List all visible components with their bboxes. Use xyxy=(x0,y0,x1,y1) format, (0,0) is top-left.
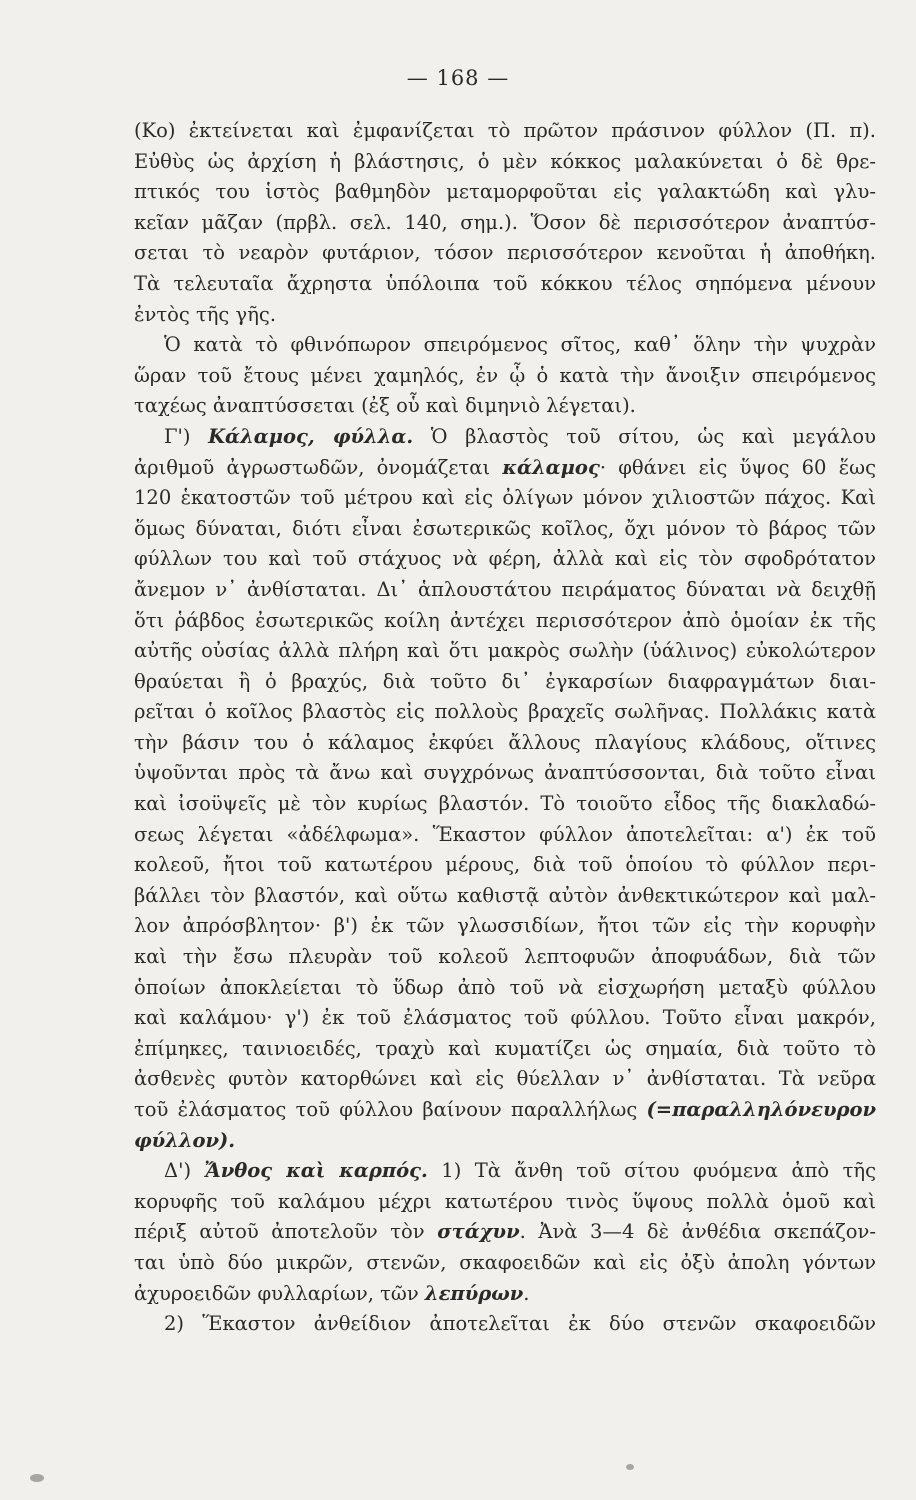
text-line: θραύεται ἢ ὁ βραχύς, διὰ τοῦτο δι᾽ ἐγκαρσίων διαφραγμάτων διαι- xyxy=(134,669,876,693)
text-line: κεῖαν μᾶζαν (πρβλ. σελ. 140, σημ.). Ὅσον δὲ περισσότερον ἀναπτύσ- xyxy=(134,210,876,234)
body-text xyxy=(134,116,876,1340)
text-line: 2) Ἕκαστον ἀνθείδιον ἀποτελεῖται ἐκ δύο στενῶν σκαφοειδῶν xyxy=(164,1312,876,1336)
text-line: ὅμως δύναται, διότι εἶναι ἐσωτερικῶς κοῖλος, ὄχι μόνον τὸ βάρος τῶν xyxy=(134,516,876,540)
text-line xyxy=(134,422,876,453)
bold-term: κάλαμος xyxy=(502,455,600,479)
text-span: . xyxy=(523,1281,530,1305)
page-number: — 168 — xyxy=(406,66,510,90)
text-span: ἀριθμοῦ ἀγρωστωδῶν, ὀνομάζεται xyxy=(134,455,503,479)
bold-term: Κάλαμος, φύλλα. xyxy=(208,424,414,448)
text-line: βάλλει τὸν βλαστόν, καὶ οὕτω καθιστᾷ αὐτὸν ἀνθεκτικώτερον καὶ μαλ- xyxy=(134,883,876,907)
text-line: σεως λέγεται «ἀδέλφωμα». Ἕκαστον φύλλον ἀποτελεῖται: α') ἐκ τοῦ xyxy=(134,822,876,846)
text-line: ἄνεμον ν᾽ ἀνθίσταται. Δι᾽ ἁπλουστάτου πειράματος δύναται νὰ δειχθῇ xyxy=(134,577,876,601)
text-line: ἐντὸς τῆς γῆς. xyxy=(134,302,277,326)
text-line: Τὰ τελευταῖα ἄχρηστα ὑπόλοιπα τοῦ κόκκου τέλος σηπόμενα μένουν xyxy=(134,271,876,295)
text-line xyxy=(134,1217,876,1248)
text-span: τοῦ ἐλάσματος τοῦ φύλλου βαίνουν παραλλήλως xyxy=(134,1098,647,1121)
text-line xyxy=(134,1279,876,1310)
text-line xyxy=(134,1126,876,1157)
ink-speck xyxy=(626,1464,634,1470)
text-line: ὑψοῦνται πρὸς τὰ ἄνω καὶ συγχρόνως ἀναπτύσσονται, διὰ τοῦτο εἶναι xyxy=(134,761,876,785)
bold-term: Ἄνθος καὶ καρπός. xyxy=(204,1159,428,1183)
text-line: ται ὑπὸ δύο μικρῶν, στενῶν, σκαφοειδῶν καὶ εἰς ὀξὺ ἀπολη γόντων xyxy=(134,1250,876,1274)
text-line: αὐτῆς οὐσίας ἀλλὰ πλήρη καὶ ὅτι μακρὸς σωλὴν (ὑάλινος) εὐκολώτερον xyxy=(134,639,876,663)
text-line: Ὁ κατὰ τὸ φθινόπωρον σπειρόμενος σῖτος, καθ᾽ ὅλην τὴν ψυχρὰν xyxy=(164,333,876,357)
text-line: ταχέως ἀναπτύσσεται (ἐξ οὗ καὶ διμηνιὸ λέγεται). xyxy=(134,394,636,418)
text-line: καὶ τὴν ἔσω πλευρὰν τοῦ κολεοῦ λεπτοφυῶν ἀποφυάδων, διὰ τῶν xyxy=(134,945,876,969)
text-line: ἐπίμηκες, ταινιοειδές, τραχὺ καὶ κυματίζει ὡς σημαία, διὰ τοῦτο τὸ xyxy=(134,1036,876,1060)
text-line: τὴν βάσιν του ὁ κάλαμος ἐκφύει ἄλλους πλαγίους κλάδους, οἵτινες xyxy=(134,730,876,754)
text-line: κορυφῆς τοῦ καλάμου μέχρι κατωτέρου τινὸς ὕψους πολλὰ ὁμοῦ καὶ xyxy=(134,1189,876,1213)
text-line xyxy=(134,453,876,484)
text-line: Εὐθὺς ὡς ἀρχίση ἡ βλάστησις, ὁ μὲν κόκκος μαλακύνεται ὁ δὲ θρε- xyxy=(134,149,876,173)
text-line: ἀσθενὲς φυτὸν κατορθώνει καὶ εἰς θύελλαν ν᾽ ἀνθίσταται. Τὰ νεῦρα xyxy=(134,1067,876,1091)
text-line: λον ἀπρόσβλητον· β') ἐκ τῶν γλωσσιδίων, ἤτοι τῶν εἰς τὴν κορυφὴν xyxy=(134,914,876,938)
text-line: 120 ἑκατοστῶν τοῦ μέτρου καὶ εἰς ὀλίγων μόνον χιλιοστῶν πάχος. Καὶ xyxy=(134,486,876,510)
text-line: σεται τὸ νεαρὸν φυτάριον, τόσον περισσότερον κενοῦται ἡ ἀποθήκη. xyxy=(134,241,876,265)
text-span: Ὁ βλαστὸς τοῦ σίτου, ὡς καὶ μεγάλου xyxy=(413,424,876,448)
ink-smudge xyxy=(30,1474,44,1482)
text-line: κολεοῦ, ἤτοι τοῦ κατωτέρου μέρους, διὰ τοῦ ὁποίου τὸ φύλλον περι- xyxy=(134,853,876,877)
text-span: ἀχυροειδῶν φυλλαρίων, τῶν xyxy=(134,1281,425,1305)
text-line: ὁποίων ἀποκλείεται τὸ ὕδωρ ἀπὸ τοῦ νὰ εἰσχωρήση μεταξὺ φύλλου xyxy=(134,975,876,999)
text-line xyxy=(134,1095,876,1126)
text-line: ὅτι ῥάβδος ἐσωτερικῶς κοίλη ἀντέχει περισσότερον ἀπὸ ὁμοίαν ἐκ τῆς xyxy=(134,608,876,632)
text-line: καὶ καλάμου· γ') ἐκ τοῦ ἐλάσματος τοῦ φύλλου. Τοῦτο εἶναι μακρόν, xyxy=(134,1006,876,1030)
text-span: · φθάνει εἰς ὕψος 60 ἕως xyxy=(599,455,876,479)
text-line: (Κο) ἐκτείνεται καὶ ἐμφανίζεται τὸ πρῶτον πράσινον φύλλον (Π. π). xyxy=(134,119,876,142)
bold-term: φύλλον). xyxy=(134,1128,236,1152)
text-line: ρεῖται ὁ κοῖλος βλαστὸς εἰς πολλοὺς βραχεῖς σωλῆνας. Πολλάκις κατὰ xyxy=(134,700,876,724)
text-span: 1) Τὰ ἄνθη τοῦ σίτου φυόμενα ἀπὸ τῆς xyxy=(427,1159,876,1183)
text-span: . Ἀνὰ 3—4 δὲ ἀνθέδια σκεπάζον- xyxy=(519,1220,876,1244)
bold-term: λεπύρων xyxy=(424,1281,524,1305)
text-line: πτικός του ἱστὸς βαθμηδὸν μεταμορφοῦται εἰς γαλακτώδη καὶ γλυ- xyxy=(134,180,876,204)
text-line: καὶ ἰσοϋψεῖς μὲ τὸν κυρίως βλαστόν. Τὸ τοιοῦτο εἶδος τῆς διακλαδώ- xyxy=(134,792,876,816)
bold-term: (=παραλληλόνευρον xyxy=(646,1098,876,1121)
text-line: φύλλων του καὶ τοῦ στάχυος νὰ φέρη, ἀλλὰ καὶ εἰς τὸν σφοδρότατον xyxy=(134,547,876,571)
bold-term: στάχυν xyxy=(437,1220,520,1244)
text-line: ὥραν τοῦ ἔτους μένει χαμηλός, ἐν ᾧ ὁ κατὰ τὴν ἄνοιξιν σπειρόμενος xyxy=(134,363,876,387)
text-span: πέριξ αὐτοῦ ἀποτελοῦν τὸν xyxy=(134,1220,438,1244)
text-span: Δ') xyxy=(164,1159,205,1183)
text-span: Γ') xyxy=(164,424,209,448)
text-line xyxy=(134,1156,876,1187)
